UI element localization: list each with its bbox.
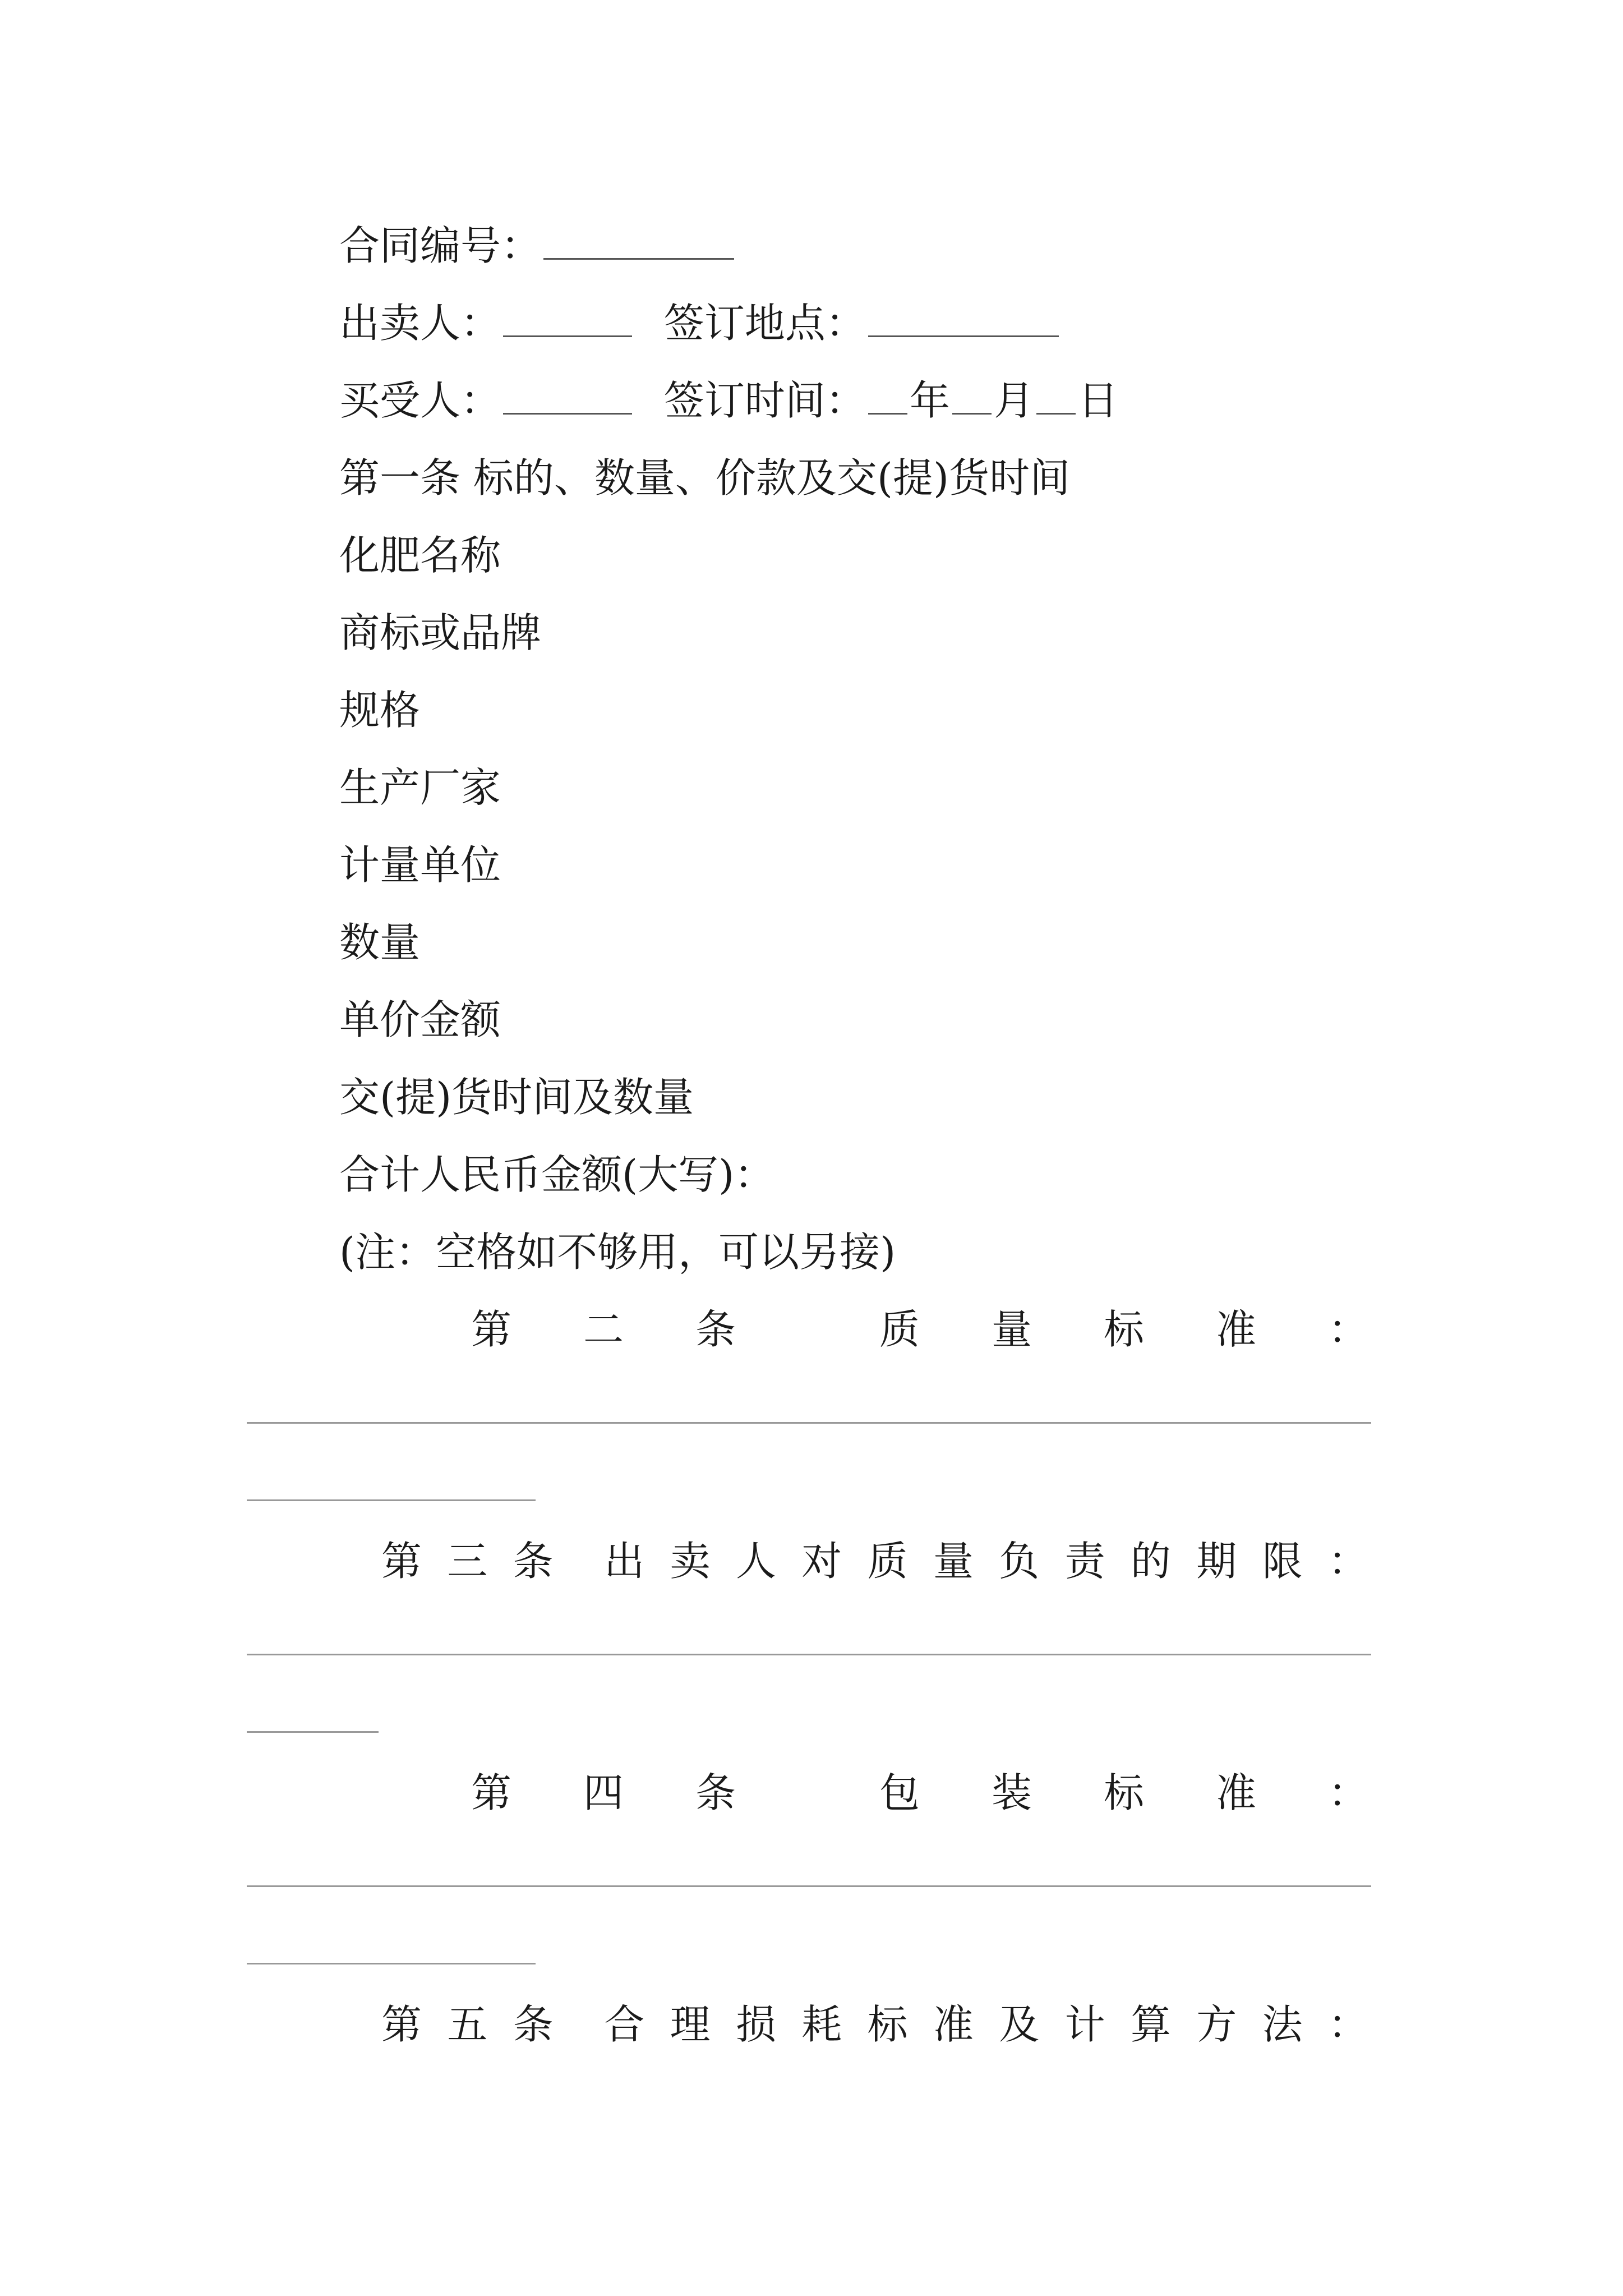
article3-char: 对 bbox=[801, 1538, 842, 1585]
buyer-line bbox=[339, 374, 1118, 427]
article3-char: 的 bbox=[1130, 1538, 1171, 1585]
sign-place-blank[interactable] bbox=[868, 302, 1059, 337]
article5-char: 及 bbox=[999, 2001, 1040, 2048]
article5-char: 耗 bbox=[801, 2001, 842, 2048]
field-fertilizer-name: 化肥名称 bbox=[339, 532, 501, 579]
article5-char: 算 bbox=[1130, 2001, 1171, 2048]
article3-char: 出 bbox=[604, 1538, 645, 1585]
article3-char: 量 bbox=[933, 1538, 974, 1585]
article3-fill-line[interactable] bbox=[247, 1654, 1371, 1655]
article2-char: 二 bbox=[583, 1306, 624, 1353]
article3-char: 卖 bbox=[670, 1538, 711, 1585]
day-label: 日 bbox=[1077, 377, 1118, 424]
article3-char: 质 bbox=[867, 1538, 908, 1585]
buyer-blank[interactable] bbox=[503, 379, 632, 415]
field-quantity: 数量 bbox=[339, 919, 421, 966]
seller-line bbox=[339, 296, 1061, 350]
article3-char: 负 bbox=[999, 1538, 1040, 1585]
seller-label: 出卖人： bbox=[339, 300, 501, 347]
article4-char: 准 bbox=[1215, 1769, 1256, 1816]
article5-heading bbox=[381, 1998, 1368, 2051]
article2-char: 准 bbox=[1215, 1306, 1256, 1353]
article4-char: 条 bbox=[695, 1769, 736, 1816]
article3-char: 期 bbox=[1196, 1538, 1237, 1585]
article3-char: 三 bbox=[447, 1538, 488, 1585]
year-label: 年 bbox=[909, 377, 950, 424]
contract-no-line bbox=[339, 219, 736, 273]
note: (注：空格如不够用，可以另接) bbox=[339, 1228, 896, 1276]
month-blank[interactable] bbox=[952, 379, 992, 415]
article5-char: 方 bbox=[1196, 2001, 1237, 2048]
article2-char: 条 bbox=[695, 1306, 736, 1353]
sign-time-label: 签订时间： bbox=[663, 377, 866, 424]
article3-char: 条 bbox=[513, 1538, 554, 1585]
article4-fill-line-short[interactable] bbox=[247, 1963, 536, 1964]
contract-no-label: 合同编号： bbox=[339, 222, 542, 269]
article2-char: 量 bbox=[991, 1306, 1032, 1353]
article2-char: 第 bbox=[471, 1306, 512, 1353]
article4-heading bbox=[471, 1766, 1368, 1820]
article5-char: 准 bbox=[933, 2001, 974, 2048]
article2-char: 标 bbox=[1103, 1306, 1144, 1353]
field-unit-price: 单价金额 bbox=[339, 996, 501, 1043]
article5-char: 计 bbox=[1064, 2001, 1105, 2048]
seller-blank[interactable] bbox=[503, 302, 632, 337]
article2-fill-line[interactable] bbox=[247, 1422, 1371, 1424]
field-manufacturer: 生产厂家 bbox=[339, 764, 501, 811]
article4-fill-line[interactable] bbox=[247, 1885, 1371, 1887]
article5-char: 五 bbox=[447, 2001, 488, 2048]
article3-char: 限 bbox=[1262, 1538, 1303, 1585]
article5-char: 标 bbox=[867, 2001, 908, 2048]
field-spec: 规格 bbox=[339, 687, 421, 734]
article4-char: ： bbox=[1327, 1769, 1368, 1816]
contract-no-blank[interactable] bbox=[543, 224, 734, 260]
year-blank[interactable] bbox=[868, 379, 907, 415]
article2-char: ： bbox=[1327, 1306, 1368, 1353]
article4-char: 四 bbox=[583, 1769, 624, 1816]
field-delivery: 交(提)货时间及数量 bbox=[339, 1074, 694, 1121]
article2-heading bbox=[471, 1303, 1368, 1356]
article3-char: ： bbox=[1327, 1538, 1368, 1585]
article5-char: 法 bbox=[1262, 2001, 1303, 2048]
article1-title: 第一条 标的、数量、价款及交(提)货时间 bbox=[339, 454, 1071, 501]
article5-char: 第 bbox=[381, 2001, 422, 2048]
article4-char: 装 bbox=[991, 1769, 1032, 1816]
field-unit: 计量单位 bbox=[339, 841, 501, 889]
article4-char: 包 bbox=[879, 1769, 920, 1816]
article3-heading bbox=[381, 1534, 1368, 1588]
article3-fill-line-short[interactable] bbox=[247, 1731, 379, 1733]
month-label: 月 bbox=[993, 377, 1034, 424]
article3-char: 人 bbox=[735, 1538, 776, 1585]
article5-char: 损 bbox=[735, 2001, 776, 2048]
buyer-label: 买受人： bbox=[339, 377, 501, 424]
total-amount-label: 合计人民币金额(大写)： bbox=[339, 1151, 775, 1198]
article4-char: 标 bbox=[1103, 1769, 1144, 1816]
field-brand: 商标或品牌 bbox=[339, 609, 542, 656]
sign-place-label: 签订地点： bbox=[663, 300, 866, 347]
article4-char: 第 bbox=[471, 1769, 512, 1816]
article5-char: 理 bbox=[670, 2001, 711, 2048]
article2-fill-line-short[interactable] bbox=[247, 1499, 536, 1501]
article5-char: ： bbox=[1327, 2001, 1368, 2048]
article5-char: 合 bbox=[604, 2001, 645, 2048]
article2-char: 质 bbox=[879, 1306, 920, 1353]
article3-char: 第 bbox=[381, 1538, 422, 1585]
article5-char: 条 bbox=[513, 2001, 554, 2048]
day-blank[interactable] bbox=[1036, 379, 1076, 415]
article3-char: 责 bbox=[1064, 1538, 1105, 1585]
